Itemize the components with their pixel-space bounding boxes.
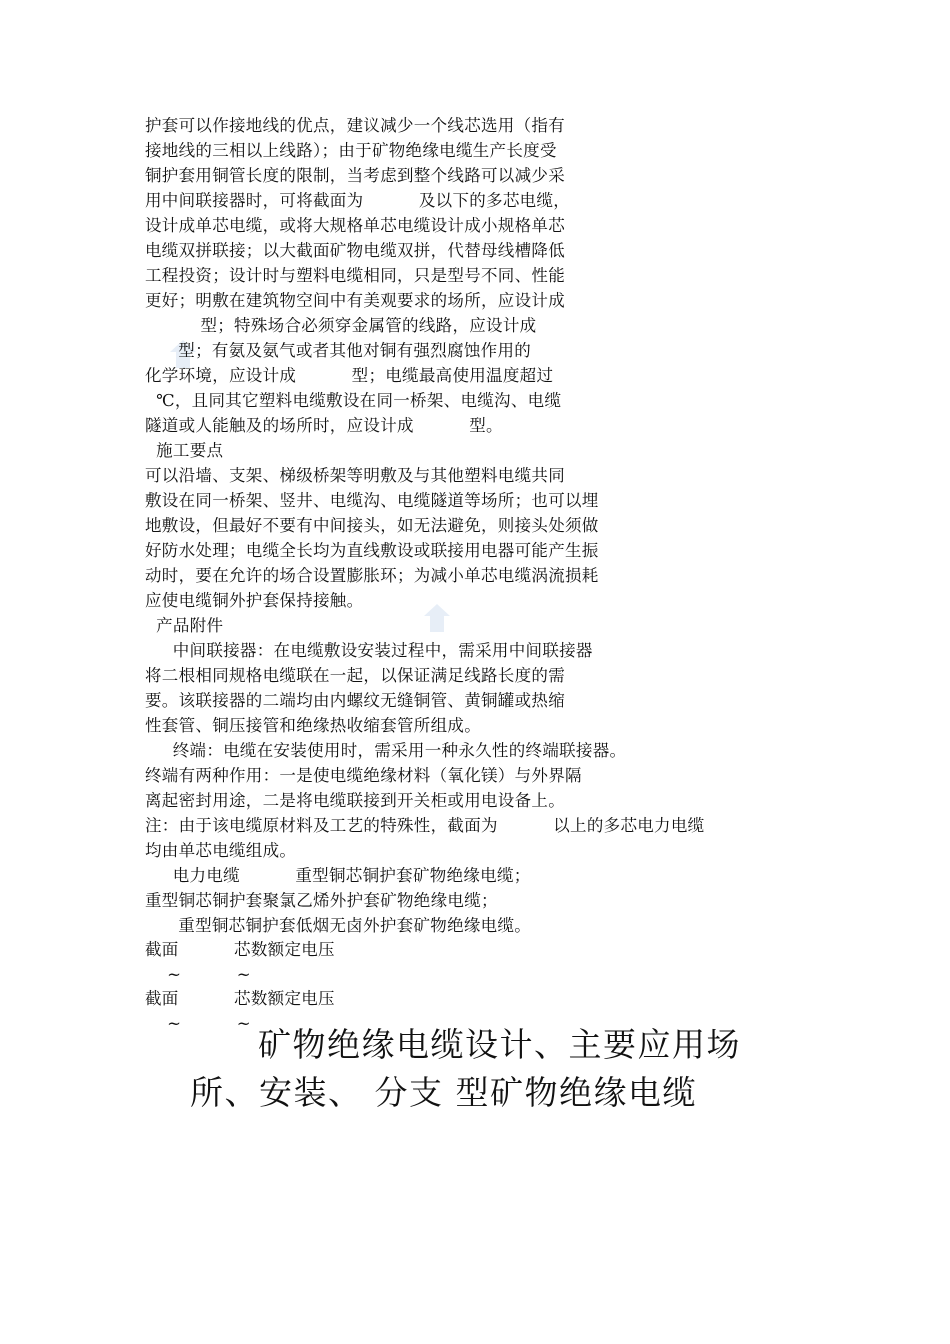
body-line: 要。该联接器的二端均由内螺纹无缝铜管、黄铜罐或热缩: [145, 691, 565, 710]
body-line: 动时，要在允许的场合设置膨胀环；为减小单芯电缆涡流损耗: [145, 566, 599, 585]
body-line: 终端有两种作用：一是使电缆绝缘材料（氧化镁）与外界隔: [145, 766, 582, 785]
table-range-line: ~ ~: [145, 1014, 251, 1033]
body-line: 将二根相同规格电缆联在一起，以保证满足线路长度的需: [145, 666, 565, 685]
body-line: 护套可以作接地线的优点，建议减少一个线芯选用（指有: [145, 116, 565, 135]
section-heading: 施工要点: [145, 441, 224, 460]
body-line: 均由单芯电缆组成。: [145, 841, 297, 860]
body-line: 化学环境，应设计成 型；电缆最高使用温度超过: [145, 366, 554, 385]
table-header-line: 截面 芯数额定电压: [145, 989, 335, 1008]
body-line: 电缆双拼联接；以大截面矿物电缆双拼，代替母线槽降低: [145, 241, 565, 260]
body-line: 电力电缆 重型铜芯铜护套矿物绝缘电缆；: [145, 866, 531, 885]
body-line: ℃，且同其它塑料电缆敷设在同一桥架、电缆沟、电缆: [145, 391, 562, 410]
body-line: 重型铜芯铜护套低烟无卤外护套矿物绝缘电缆。: [145, 916, 532, 935]
body-line: 型；有氨及氨气或者其他对铜有强烈腐蚀作用的: [145, 341, 532, 360]
body-line: 型；特殊场合必须穿金属管的线路，应设计成: [145, 316, 537, 335]
body-line: 用中间联接器时，可将截面为 及以下的多芯电缆，: [145, 191, 571, 210]
body-line: 地敷设，但最好不要有中间接头，如无法避免，则接头处须做: [145, 516, 599, 535]
body-line: 更好；明敷在建筑物空间中有美观要求的场所，应设计成: [145, 291, 565, 310]
body-line: 敷设在同一桥架、竖井、电缆沟、电缆隧道等场所；也可以埋: [145, 491, 599, 510]
body-line: 接地线的三相以上线路）；由于矿物绝缘电缆生产长度受: [145, 141, 557, 160]
body-line: 隧道或人能触及的场所时，应设计成 型。: [145, 416, 503, 435]
body-line: 设计成单芯电缆，或将大规格单芯电缆设计成小规格单芯: [145, 216, 565, 235]
table-header-line: 截面 芯数额定电压: [145, 940, 335, 959]
body-line: 注：由于该电缆原材料及工艺的特殊性，截面为 以上的多芯电力电缆: [145, 816, 705, 835]
body-line: 终端：电缆在安装使用时，需采用一种永久性的终端联接器。: [145, 741, 627, 760]
body-line: 应使电缆铜外护套保持接触。: [145, 591, 364, 610]
body-line: 离起密封用途，二是将电缆联接到开关柜或用电设备上。: [145, 791, 565, 810]
body-line: 性套管、铜压接管和绝缘热收缩套管所组成。: [145, 716, 481, 735]
body-line: 工程投资；设计时与塑料电缆相同，只是型号不同、性能: [145, 266, 565, 285]
body-line: 铜护套用铜管长度的限制，当考虑到整个线路可以减少采: [145, 166, 565, 185]
body-line: 可以沿墙、支架、梯级桥架等明敷及与其他塑料电缆共同: [145, 466, 565, 485]
section-heading: 产品附件: [145, 616, 224, 635]
body-line: 中间联接器：在电缆敷设安装过程中，需采用中间联接器: [145, 641, 593, 660]
body-line: 好防水处理；电缆全长均为直线敷设或联接用电器可能产生振: [145, 541, 599, 560]
watermark-icon: [420, 602, 454, 636]
page-title-line-2: 所、安装、 分支 型矿物绝缘电缆: [190, 1073, 697, 1112]
page-title-line-1: 矿物绝缘电缆设计、主要应用场: [258, 1025, 741, 1064]
table-range-line: ~ ~: [145, 965, 251, 984]
body-line: 重型铜芯铜护套聚氯乙烯外护套矿物绝缘电缆；: [145, 891, 498, 910]
